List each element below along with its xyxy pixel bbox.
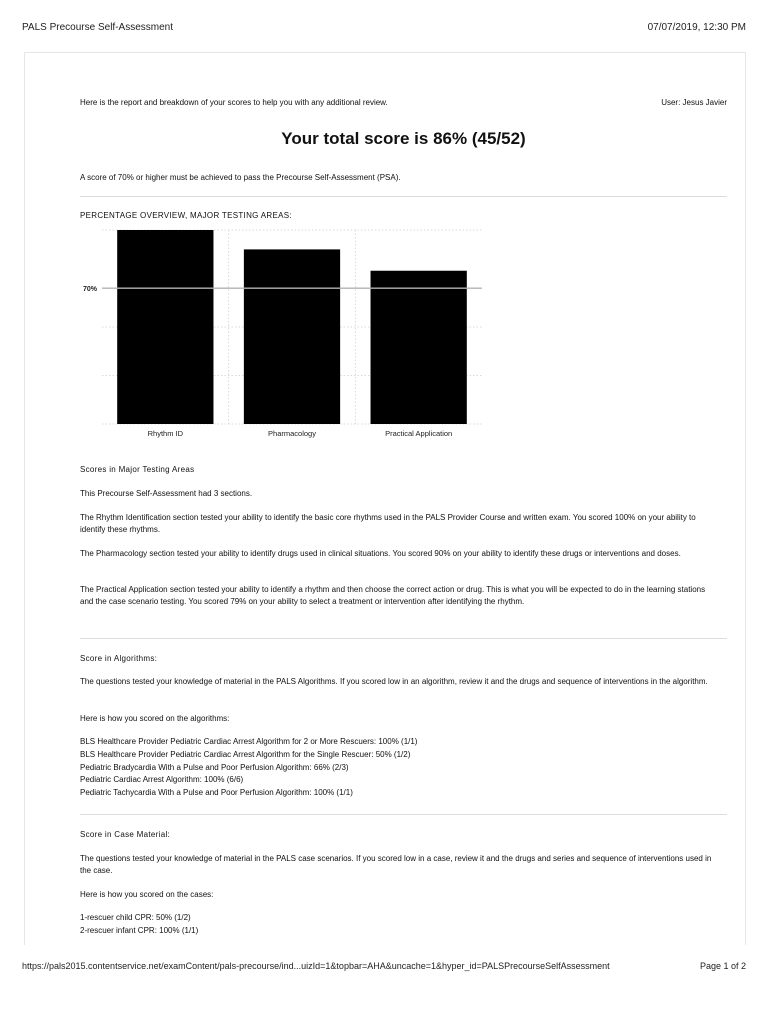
major-areas-p4: The Practical Application section tested your ability to identify a rhythm and then choose the correct action or drug. This is what you will be expected to do in the learning stations and the case scenario testing. You scored 79% on your ability to select a treatment or intervention after identifying the rhythm.: [80, 585, 706, 606]
list-item: Pediatric Bradycardia With a Pulse and Poor Perfusion Algorithm: 66% (2/3): [80, 762, 349, 772]
divider: [80, 196, 727, 197]
total-score: Your total score is 86% (45/52): [281, 129, 526, 148]
cases-title: Score in Case Material:: [80, 830, 171, 839]
bar-pharmacology: [244, 249, 340, 424]
list-item: 2-rescuer infant CPR: 100% (1/1): [80, 925, 199, 935]
overview-bar-chart: [80, 228, 500, 448]
algorithms-title: Score in Algorithms:: [80, 654, 158, 663]
list-item: BLS Healthcare Provider Pediatric Cardiac Arrest Algorithm for the Single Rescuer: 50% (1/2): [80, 749, 411, 759]
major-areas-p2: The Rhythm Identification section tested your ability to identify the basic core rhythms used in the PALS Provider Course and written exam. You scored 100% on your ability to identify these rhythms.: [80, 513, 696, 534]
major-areas-p3: The Pharmacology section tested your ability to identify drugs used in clinical situations. You scored 90% on your ability to identify these drugs or interventions and doses.: [80, 549, 681, 558]
chart-category-labels: [148, 429, 453, 438]
pass-note: A score of 70% or higher must be achieved to pass the Precourse Self-Assessment (PSA).: [80, 173, 401, 182]
intro-text: Here is the report and breakdown of your scores to help you with any additional review.: [80, 98, 388, 107]
major-areas-p1: This Precourse Self-Assessment had 3 sections.: [80, 489, 253, 498]
algorithms-list: [80, 736, 417, 800]
user-label: User: Jesus Javier: [661, 98, 727, 107]
print-header-datetime: 07/07/2019, 12:30 PM: [647, 22, 746, 33]
algorithms-subtitle: Here is how you scored on the algorithms:: [80, 714, 230, 723]
print-header-title: PALS Precourse Self-Assessment: [22, 22, 173, 33]
divider: [80, 638, 727, 639]
category-label: Pharmacology: [268, 429, 316, 438]
bar-practical-application: [371, 271, 467, 424]
print-footer-page: Page 1 of 2: [699, 961, 746, 971]
list-item: BLS Healthcare Provider Pediatric Cardiac Arrest Algorithm for 2 or More Rescuers: 100% (1/1): [80, 737, 418, 746]
cases-list: [80, 912, 198, 938]
print-footer-url: https://pals2015.contentservice.net/examContent/pals-precourse/ind...uizId=1&topbar=AHA&uncache=1&hyper_id=PALSPrecourseSelfAssessment: [22, 961, 610, 971]
list-item: Pediatric Tachycardia With a Pulse and Poor Perfusion Algorithm: 100% (1/1): [80, 788, 353, 798]
major-areas-title: Scores in Major Testing Areas: [80, 465, 195, 474]
reference-label: 70%: [82, 286, 97, 294]
category-label: Practical Application: [385, 429, 453, 438]
list-item: 1-rescuer child CPR: 50% (1/2): [80, 913, 191, 922]
intro-row: [80, 98, 727, 107]
list-item: Pediatric Cardiac Arrest Algorithm: 100% (6/6): [80, 775, 244, 785]
chart-bars: [117, 230, 467, 424]
report-panel: [24, 52, 746, 945]
algorithms-p1: The questions tested your knowledge of material in the PALS Algorithms. If you scored low in an algorithm, review it and the drugs and sequence of interventions in the algorithm.: [80, 677, 708, 686]
cases-subtitle: Here is how you scored on the cases:: [80, 890, 214, 899]
cases-p1: The questions tested your knowledge of material in the PALS case scenarios. If you scored low in a case, review it and the drugs and series and sequence of interventions used in the case.: [80, 854, 712, 875]
overview-title: PERCENTAGE OVERVIEW, MAJOR TESTING AREAS:: [80, 211, 292, 220]
category-label: Rhythm ID: [147, 429, 184, 438]
divider: [80, 814, 727, 815]
bar-rhythm-id: [117, 230, 213, 424]
